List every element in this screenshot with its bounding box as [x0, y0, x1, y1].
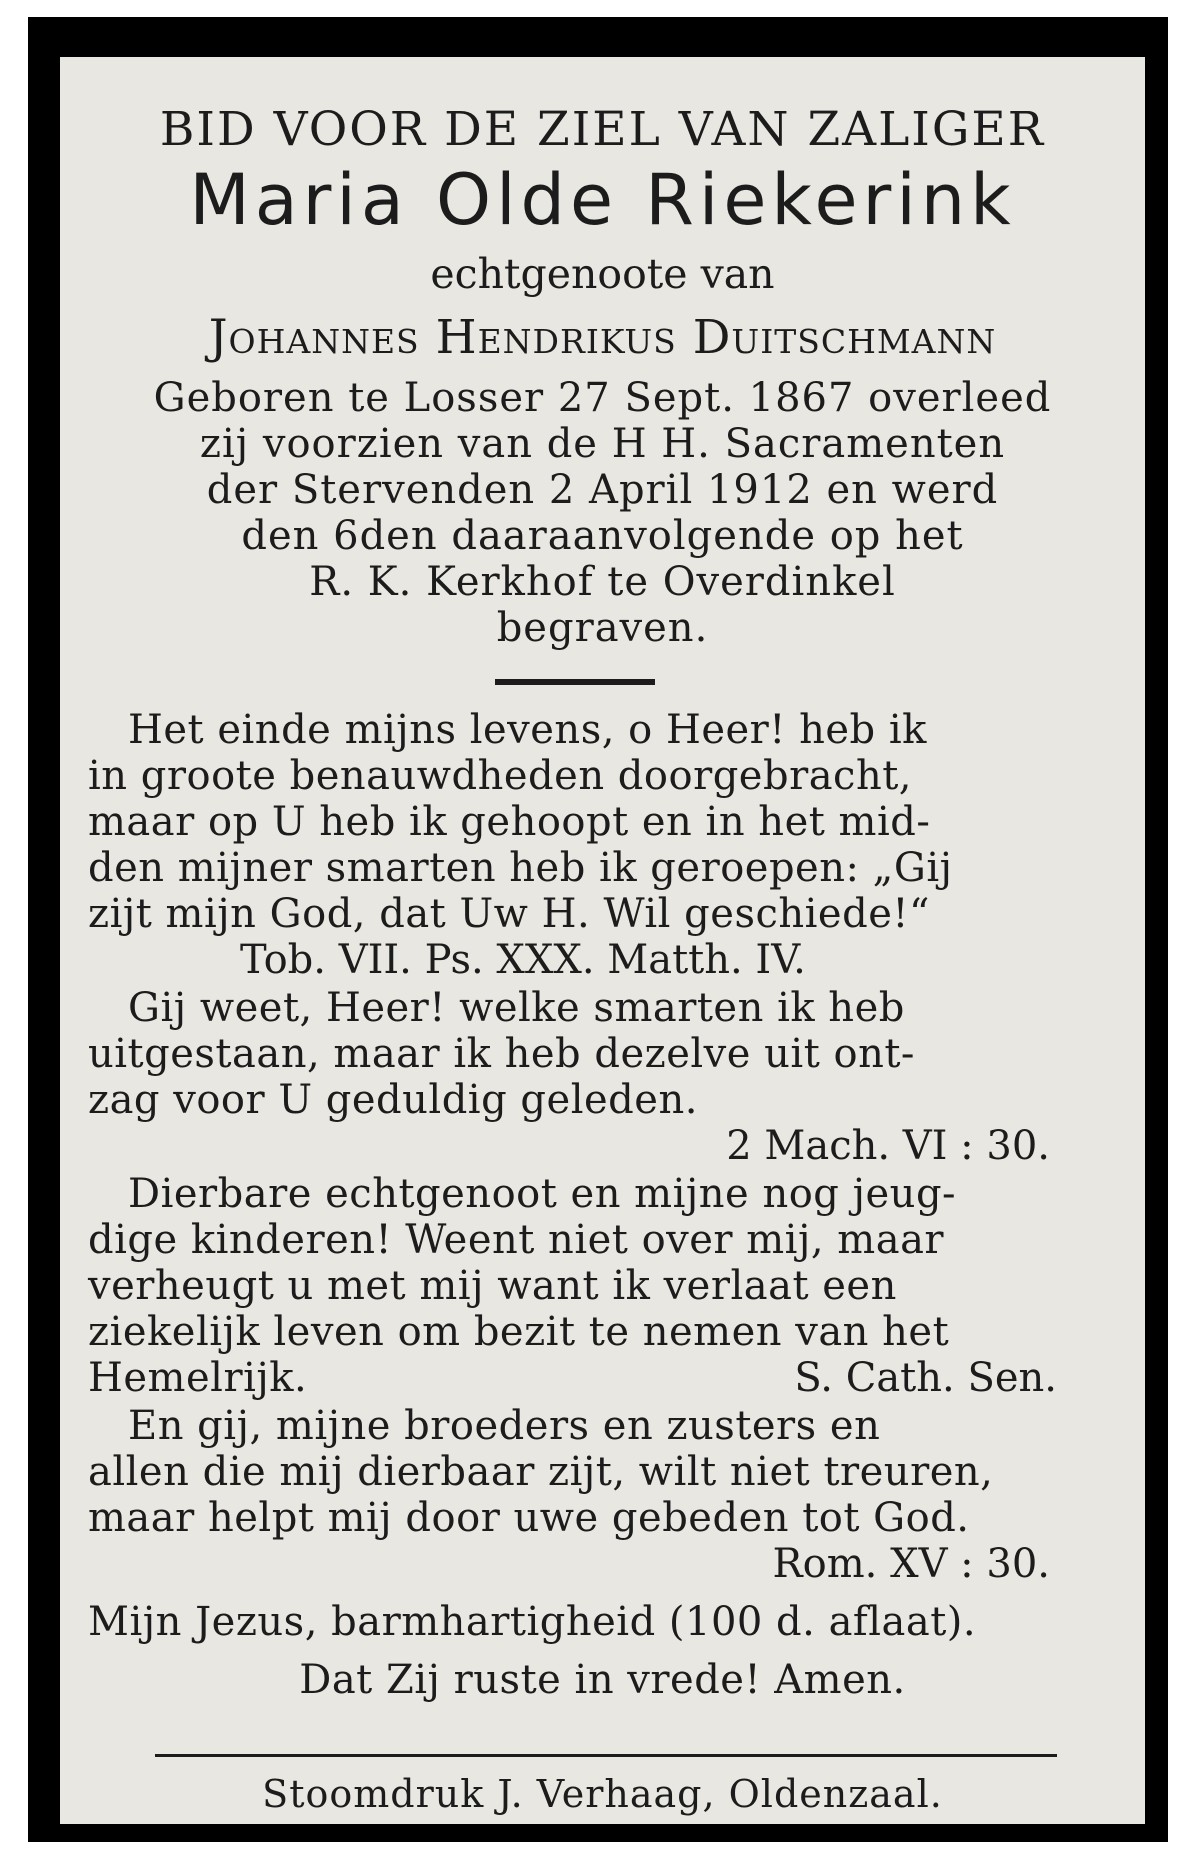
divider-short: [495, 679, 655, 685]
bio-line: der Stervenden 2 April 1912 en werd: [206, 467, 999, 513]
verse-line: Hemelrijk.: [88, 1355, 308, 1401]
verse-line: maar op U heb ik gehoopt en in het mid-: [88, 799, 931, 845]
verse-line: verheugt u met mij want ik verlaat een: [88, 1263, 897, 1309]
verse-line: in groote benauwdheden doorgebracht,: [88, 753, 912, 799]
verse-line: dige kinderen! Weent niet over mij, maar: [88, 1217, 945, 1263]
closing-line: Dat Zij ruste in vrede! Amen.: [299, 1657, 906, 1703]
verse-line: allen die mij dierbaar zijt, wilt niet treuren,: [88, 1449, 994, 1495]
verse-line: zijt mijn God, dat Uw H. Wil geschiede!“: [88, 891, 930, 937]
verse-line: Gij weet, Heer! welke smarten ik heb: [128, 985, 905, 1031]
card-header: BID VOOR DE ZIEL VAN ZALIGER: [159, 102, 1046, 157]
prayer-line: Mijn Jezus, barmhartigheid (100 d. aflaat).: [88, 1599, 977, 1645]
verse-line: maar helpt mij door uwe gebeden tot God.: [88, 1495, 970, 1541]
bio-line: den 6den daaraanvolgende op het: [241, 513, 964, 559]
scripture-reference: Rom. XV : 30.: [772, 1541, 1050, 1587]
verse-line: Dierbare echtgenoot en mijne nog jeug-: [128, 1171, 957, 1217]
bio-line: Geboren te Losser 27 Sept. 1867 overleed: [153, 375, 1052, 421]
printer-credit: Stoomdruk J. Verhaag, Oldenzaal.: [262, 1772, 943, 1816]
verse-line: uitgestaan, maar ik heb dezelve uit ont-: [88, 1031, 915, 1077]
verse-line: den mijner smarten heb ik geroepen: „Gij: [88, 845, 953, 891]
verse-line: Het einde mijns levens, o Heer! heb ik: [128, 707, 927, 753]
verse-line: ziekelijk leven om bezit te nemen van het: [88, 1309, 950, 1355]
bio-line: R. K. Kerkhof te Overdinkel: [309, 559, 896, 605]
verse-line: En gij, mijne broeders en zusters en: [128, 1403, 881, 1449]
spouse-label: echtgenoote van: [430, 250, 775, 298]
deceased-name: Maria Olde Riekerink: [189, 159, 1016, 241]
divider-long: [155, 1754, 1057, 1757]
memorial-card: [60, 57, 1145, 1824]
bio-line: zij voorzien van de H H. Sacramenten: [199, 421, 1006, 467]
verse-line: zag voor U geduldig geleden.: [88, 1077, 698, 1123]
scripture-reference: 2 Mach. VI : 30.: [726, 1123, 1050, 1169]
scripture-reference: Tob. VII. Ps. XXX. Matth. IV.: [240, 937, 806, 983]
spouse-name: Johannes Hendrikus Duitschmann: [208, 310, 997, 365]
bio-line: begraven.: [496, 605, 709, 651]
scripture-reference: S. Cath. Sen.: [794, 1355, 1057, 1401]
